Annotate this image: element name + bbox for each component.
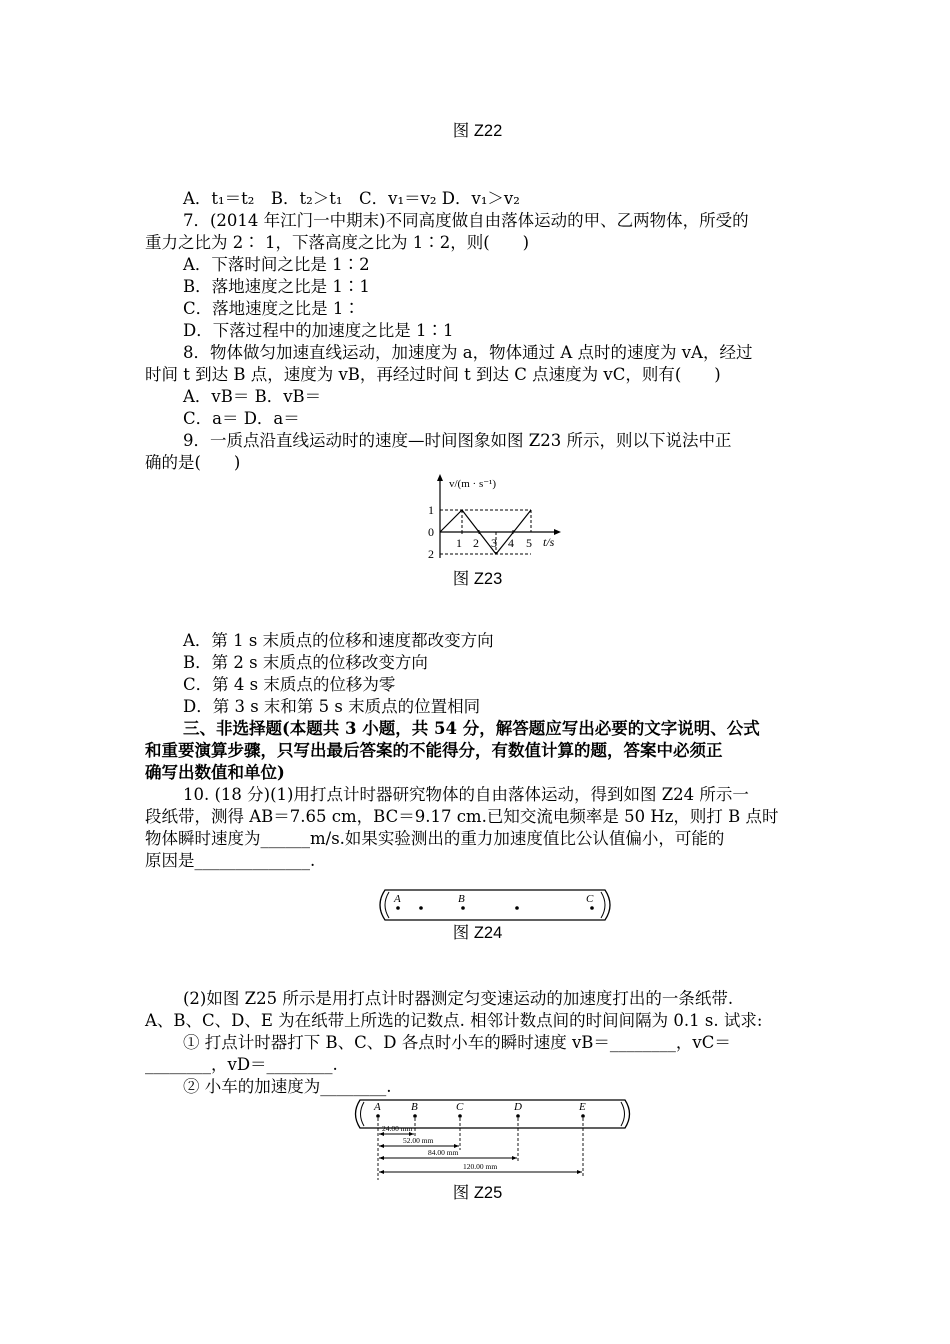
dot-a <box>376 1114 380 1118</box>
tape-right-edge <box>621 1102 625 1126</box>
y-tick-label-0: 0 <box>428 525 434 539</box>
dot-4 <box>515 906 519 910</box>
dot-d <box>516 1114 520 1118</box>
x-tick-label-3: 3 <box>491 536 497 550</box>
q8-option-cd: C．a＝ D．a＝ <box>183 409 300 428</box>
q10-2-line3: ① 打点计时器打下 B、C、D 各点时小车的瞬时速度 vB＝________，vC＝ <box>183 1033 731 1052</box>
dim-ad-arrow-l <box>379 1156 384 1160</box>
q7-option-b: B．落地速度之比是 1∶1 <box>183 277 370 296</box>
label-e: E <box>579 1101 586 1113</box>
dim-ae-arrow-r <box>577 1170 582 1174</box>
dim-ac-arrow-l <box>379 1144 384 1148</box>
label-c: C <box>456 1101 464 1113</box>
y-axis-label: v/(m · s⁻¹) <box>449 478 496 490</box>
tape-left-edge <box>361 1102 365 1126</box>
y-tick-label-2: 2 <box>428 547 434 561</box>
section3-line1: 三、非选择题(本题共 3 小题，共 54 分，解答题应写出必要的文字说明、公式 <box>183 719 760 738</box>
y-axis-arrow <box>437 474 443 481</box>
x-axis-label: t/s <box>543 535 555 549</box>
dot-c <box>458 1114 462 1118</box>
label-c: C <box>586 893 594 905</box>
x-tick-label-5: 5 <box>526 536 532 550</box>
dim-ad-arrow-r <box>512 1156 517 1160</box>
dim-ae-arrow-l <box>379 1170 384 1174</box>
dot-e <box>581 1114 585 1118</box>
q10-1-line2: 段纸带，测得 AB＝7.65 cm，BC＝9.17 cm.已知交流电频率是 50 Hz，则打 B 点时 <box>145 807 779 826</box>
label-a: A <box>374 1101 381 1113</box>
x-tick-label-4: 4 <box>508 536 514 550</box>
dist-ad: 84.00 mm <box>428 1148 459 1157</box>
q9-stem-line2: 确的是( ) <box>145 453 241 472</box>
q7-option-c: C．落地速度之比是 1∶ <box>183 299 360 318</box>
q10-2-line1: (2)如图 Z25 所示是用打点计时器测定匀变速运动的加速度打出的一条纸带. <box>183 989 734 1008</box>
dot-b <box>461 906 465 910</box>
dot-a <box>396 906 400 910</box>
dist-ae: 120.00 mm <box>463 1162 498 1171</box>
vt-graph <box>145 474 810 586</box>
q8-option-ab: A．vB＝ B．vB＝ <box>183 387 322 406</box>
paper-tape-z25 <box>145 1096 810 1182</box>
x-axis-arrow <box>554 529 561 535</box>
q10-1-line3: 物体瞬时速度为______m/s.如果实验测出的重力加速度值比公认值偏小，可能的 <box>145 829 725 848</box>
x-tick-label-2: 2 <box>473 536 479 550</box>
dist-ab: 24.00 mm <box>382 1124 413 1133</box>
q8-stem-line1: 8．物体做匀加速直线运动，加速度为 a，物体通过 A 点时的速度为 vA，经过 <box>183 343 753 362</box>
fig-z23 <box>145 474 810 586</box>
q9-option-d: D．第 3 s 末和第 5 s 末质点的位置相同 <box>183 697 481 716</box>
x-tick-label-1: 1 <box>456 536 462 550</box>
tape-outline <box>380 890 610 920</box>
label-b: B <box>458 893 465 905</box>
q7-stem-line2: 重力之比为 2∶ 1，下落高度之比为 1∶2，则( ) <box>145 233 530 252</box>
q9-option-b: B．第 2 s 末质点的位移改变方向 <box>183 653 428 672</box>
dot-c <box>590 906 594 910</box>
q8-stem-line2: 时间 t 到达 B 点，速度为 vB，再经过时间 t 到达 C 点速度为 vC，则有( ) <box>145 365 721 384</box>
fig-z22-caption: 图 Z22 <box>452 122 503 140</box>
q9-option-a: A．第 1 s 末质点的位移和速度都改变方向 <box>183 631 494 650</box>
fig-z23-caption: 图 Z23 <box>452 570 503 588</box>
q9-option-c: C．第 4 s 末质点的位移为零 <box>183 675 396 694</box>
q10-2-line2: A、B、C、D、E 为在纸带上所选的记数点. 相邻计数点间的时间间隔为 0.1 s. 试求: <box>145 1011 763 1030</box>
fig-z24-caption: 图 Z24 <box>452 924 503 942</box>
y-tick-label-1: 1 <box>428 503 434 517</box>
tape-right-edge <box>601 892 605 918</box>
fig-z25 <box>145 1096 810 1182</box>
q7-stem-line1: 7．(2014 年江门一中期末)不同高度做自由落体运动的甲、乙两物体，所受的 <box>183 211 749 230</box>
label-b: B <box>411 1101 418 1113</box>
q10-1-line4: 原因是______________. <box>145 851 316 870</box>
section3-line3: 确写出数值和单位) <box>145 763 285 782</box>
q6-options: A．t₁＝t₂ B．t₂＞t₁ C．v₁＝v₂ D．v₁＞v₂ <box>183 189 520 208</box>
label-a: A <box>394 893 401 905</box>
q9-stem-line1: 9．一质点沿直线运动时的速度—时间图象如图 Z23 所示，则以下说法中正 <box>183 431 732 450</box>
fig-z24 <box>145 886 810 930</box>
dot-2 <box>419 906 423 910</box>
dist-ac: 52.00 mm <box>403 1136 434 1145</box>
document-page <box>145 120 810 1204</box>
fig-z25-caption: 图 Z25 <box>452 1184 503 1202</box>
q10-1-line1: 10. (18 分)(1)用打点计时器研究物体的自由落体运动，得到如图 Z24 所示一 <box>183 785 749 804</box>
q10-2-line5: ② 小车的加速度为________. <box>183 1077 392 1096</box>
dot-b <box>413 1114 417 1118</box>
section3-line2: 和重要演算步骤，只写出最后答案的不能得分，有数值计算的题，答案中必须正 <box>145 741 723 760</box>
q10-2-line4: ________，vD＝________. <box>145 1055 338 1074</box>
paper-tape-z24 <box>145 886 810 930</box>
q7-option-a: A．下落时间之比是 1∶2 <box>183 255 370 274</box>
label-d: D <box>514 1101 522 1113</box>
q7-option-d: D．下落过程中的加速度之比是 1∶1 <box>183 321 454 340</box>
tape-left-edge <box>385 892 389 918</box>
